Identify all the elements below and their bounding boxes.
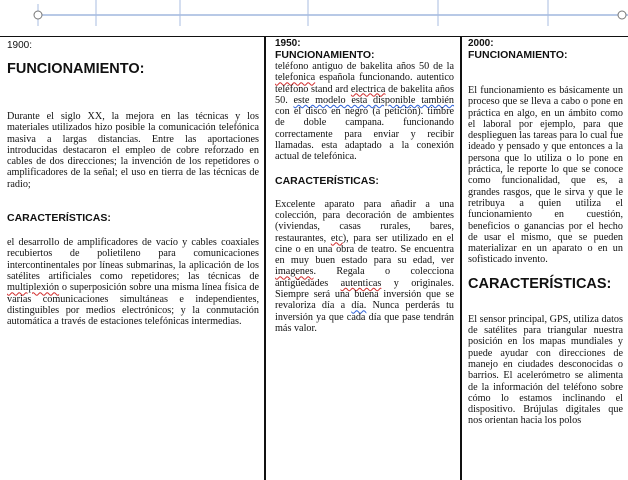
funcionamiento-text: teléfono antiguo de bakelita años 50 de la telefonica española funcionando. autentico teléfono stand ard electrica de bakelita años 50. este modelo esta disponible también con el disco en negro (a petición). timbre de doble campana. funcionando correctamente para enviar y recibir llamadas. esta adaptado a la conexión actual de telefónica. <box>275 61 455 163</box>
column-2000 <box>460 36 628 480</box>
timeline-bar <box>0 0 628 36</box>
funcionamiento-text: El funcionamiento es básicamente un proceso que se lleva a cabo o pone en práctica en algo, en un ámbito como el laboral por ejemplo, para que desplieguen las tareas para lo cual fue ideado y pensado y que entonces a la persona que lo utiliza o lo pone en práctica, le reporte lo que se conoce como funcionalidad, que es, a grandes rasgos, que le sirva y que le retribuya a quien utiliza el funcionamiento en cuestión, beneficios o ganancias por el hecho de usar el mismo, que se pueden materializar en un aparato o en un sofisticado invento. <box>468 85 623 266</box>
heading-caracteristicas: CARACTERÍSTICAS: <box>468 275 612 292</box>
funcionamiento-text: Durante el siglo XX, la mejora en las técnicas y los materiales utilizados hizo posible la comunicación telefónica masiva a largas distancias. Entre las aportaciones introducidas destacaron el empleo de cobre reforzado en cables de dos direcciones; la invención de los repetidores o amplificadores de la señal; el uso en tierra de las técnicas de radio; <box>7 111 259 190</box>
year-label: 2000: <box>468 38 494 49</box>
heading-funcionamiento: FUNCIONAMIENTO: <box>7 61 145 77</box>
heading-funcionamiento: FUNCIONAMIENTO: <box>468 49 568 61</box>
caracteristicas-text: Excelente aparato para añadir a una colección, para decoración de ambientes (viviendas, casas rurales, bares, restaurantes, etc), para ser utilizado en el cine o en una obra de teatro. Se encuentra en muy buen estado para su edad, ver imagenes. Regala o colecciona antigüedades autenticas y originales. Siempre será una buena inversión que se revaloriza día a día. Nunca perderás tu inversión ya que cada día que pase tendrán más valor. <box>275 198 454 334</box>
caracteristicas-text: El sensor principal, GPS, utiliza datos de satélites para triangular nuestra posición en los mapas mundiales y puede ayudar con direcciones de manejo en ciudades desconocidas o barrios. El acelerómetro se alimenta de la información del teléfono sobre cómo lo estamos inclinando el dispositivo. Brújulas digitales que nos orientan hacia los polos <box>468 313 623 427</box>
column-1900 <box>0 36 264 480</box>
year-label: 1950: <box>275 38 301 49</box>
heading-caracteristicas: CARACTERÍSTICAS: <box>7 212 111 225</box>
heading-caracteristicas: CARACTERÍSTICAS: <box>275 174 379 187</box>
year-label: 1900: <box>7 40 33 51</box>
caracteristicas-text: el desarrollo de amplificadores de vacío y cables coaxiales recubiertos de polietileno para comunicaciones intercontinentales por líneas submarinas, la aplicación de los satélites artificiales como repetidores; las técnicas de multiplexión o superposición sobre una misma línea física de varias comunicaciones simultáneas e independientes, distinguibles por medios electrónicos; y la conmutación automática a través de estaciones telefónicas intermedias. <box>7 237 259 328</box>
heading-funcionamiento: FUNCIONAMIENTO: <box>275 49 375 61</box>
column-1950 <box>264 36 460 480</box>
